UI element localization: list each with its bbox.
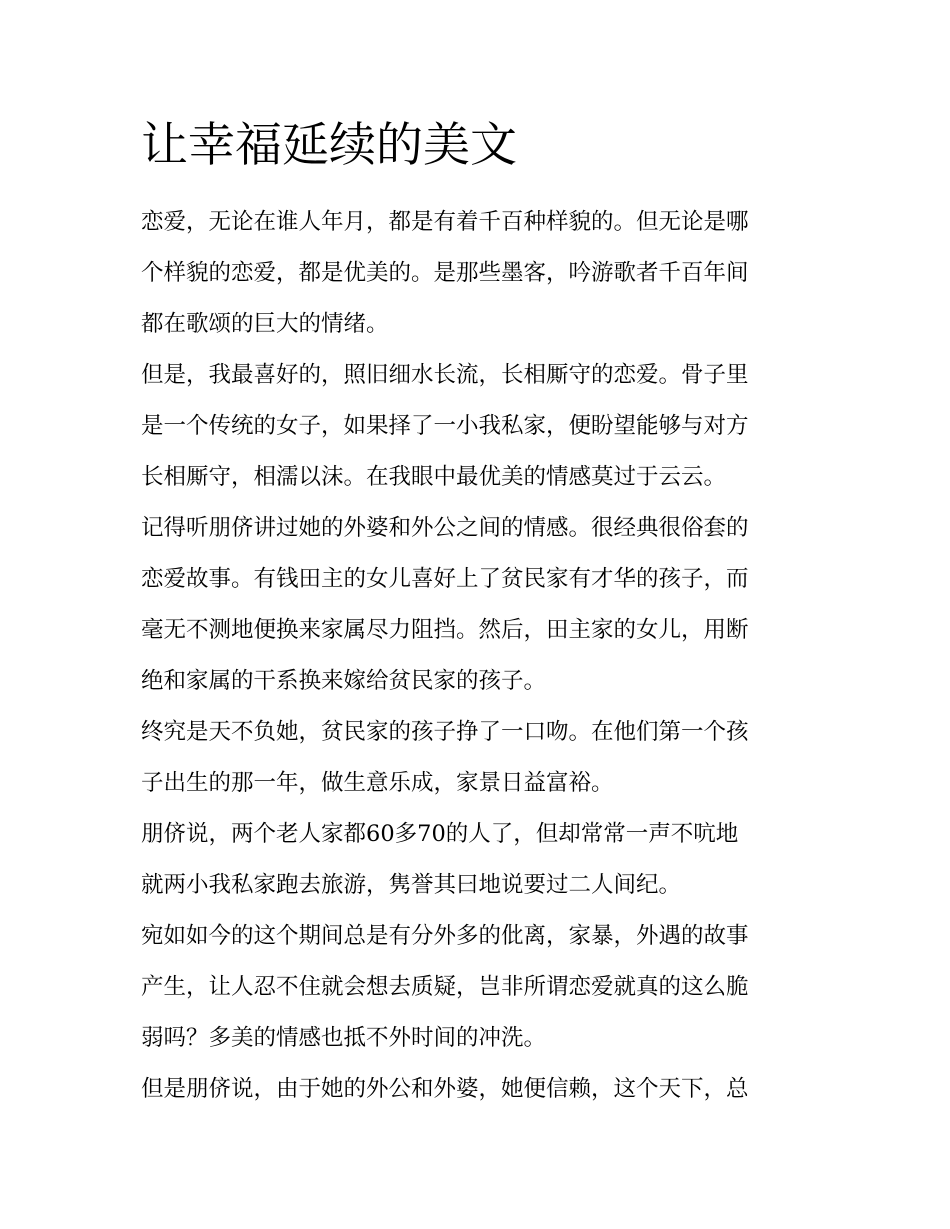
body-text-line: 子出生的那一年，做生意乐成，家景日益富裕。 xyxy=(141,770,614,796)
body-text-line: 但是，我最喜好的，照旧细水长流，长相厮守的恋爱。骨子里 xyxy=(141,362,749,388)
body-text-line: 是一个传统的女子，如果择了一小我私家，便盼望能够与对方 xyxy=(141,413,749,439)
body-text-line: 长相厮守，相濡以沫。在我眼中最优美的情感莫过于云云。 xyxy=(141,464,727,490)
body-text-line: 记得听朋侪讲过她的外婆和外公之间的情感。很经典很俗套的 xyxy=(141,515,749,541)
body-text-line: 绝和家属的干系换来嫁给贫民家的孩子。 xyxy=(141,668,547,694)
body-text-line: 宛如如今的这个期间总是有分外多的仳离，家暴，外遇的故事 xyxy=(141,923,749,949)
body-text-line: 个样貌的恋爱，都是优美的。是那些墨客，吟游歌者千百年间 xyxy=(141,260,749,286)
body-text-line: 弱吗？多美的情感也抵不外时间的冲洗。 xyxy=(141,1025,547,1051)
document-title: 让幸福延续的美文 xyxy=(141,118,517,173)
body-text-line: 恋爱故事。有钱田主的女儿喜好上了贫民家有才华的孩子，而 xyxy=(141,566,749,592)
body-text-line: 但是朋侪说，由于她的外公和外婆，她便信赖，这个天下，总 xyxy=(141,1076,749,1102)
body-text-line: 朋侪说，两个老人家都60多70的人了，但却常常一声不吭地 xyxy=(141,821,739,847)
body-text-line: 毫无不测地便换来家属尽力阻挡。然后，田主家的女儿，用断 xyxy=(141,617,749,643)
body-text-line: 恋爱，无论在谁人年月，都是有着千百种样貌的。但无论是哪 xyxy=(141,209,749,235)
body-text-line: 都在歌颂的巨大的情绪。 xyxy=(141,311,389,337)
body-text-line: 终究是天不负她，贫民家的孩子挣了一口吻。在他们第一个孩 xyxy=(141,719,749,745)
body-text-line: 产生，让人忍不住就会想去质疑，岂非所谓恋爱就真的这么脆 xyxy=(141,974,749,1000)
body-text-line: 就两小我私家跑去旅游，隽誉其曰地说要过二人间纪。 xyxy=(141,872,682,898)
